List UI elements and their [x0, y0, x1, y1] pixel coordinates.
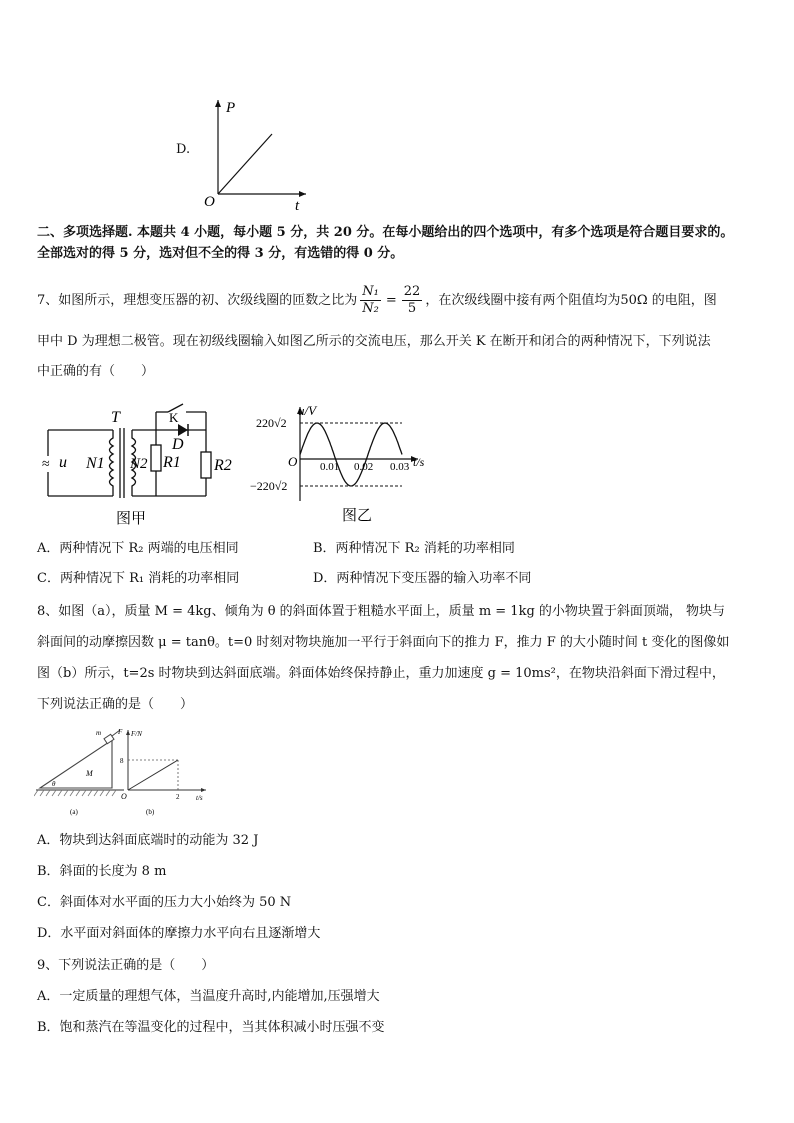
fig-b-caption: (b)	[146, 808, 155, 816]
q7-intro: 7、如图所示，理想变压器的初、次级线圈的匝数之比为	[37, 292, 358, 308]
t-label: T	[111, 409, 120, 426]
r1-resistor	[151, 445, 161, 471]
q7-option-b[interactable]: B．两种情况下 R₂ 消耗的功率相同	[313, 541, 515, 556]
diode-icon	[178, 424, 188, 436]
wave-xlabel: t/s	[413, 455, 425, 469]
q8-line1: 8、如图（a），质量 M = 4kg、倾角为 θ 的斜面体置于粗糙水平面上，质量 m = 1kg 的小物块置于斜面顶端， 物块与	[37, 604, 726, 619]
q7-option-c[interactable]: C．两种情况下 R₁ 消耗的功率相同	[37, 571, 240, 586]
q8-line2: 斜面间的动摩擦因数 μ = tanθ。t=0 时刻对物块施加一平行于斜面向下的推力 F，推力 F 的大小随时间 t 变化的图像如	[37, 635, 730, 650]
r1-label: R1	[163, 454, 181, 471]
t-axis-label: t	[295, 198, 300, 214]
q8-option-a[interactable]: A．物块到达斜面底端时的动能为 32 J	[37, 833, 259, 848]
incline-block	[40, 740, 112, 788]
q8-option-b[interactable]: B．斜面的长度为 8 m	[37, 864, 167, 879]
q8-line4: 下列说法正确的是（ ）	[37, 697, 194, 712]
fig-a-caption: (a)	[70, 808, 78, 816]
q9-stem: 9、下列说法正确的是（ ）	[37, 958, 215, 973]
circuit-caption: 图甲	[116, 511, 147, 527]
q9-option-b[interactable]: B．饱和蒸汽在等温变化的过程中，当其体积减小时压强不变	[37, 1020, 385, 1035]
fb-origin: O	[121, 792, 127, 801]
n2-label: N2	[130, 456, 148, 472]
q9-option-a[interactable]: A．一定质量的理想气体，当温度升高时,内能增加,压强增大	[37, 989, 380, 1004]
t-axis-arrow	[299, 191, 306, 197]
wave-ylabel: u/V	[298, 403, 317, 418]
section2-line2: 全部选对的得 5 分，选对但不全的得 3 分，有选错的得 0 分。	[37, 246, 404, 261]
wave-ymin-label: −220√2	[250, 479, 288, 493]
sine-wave	[300, 423, 402, 486]
q7-line3: 中正确的有（ ）	[37, 364, 155, 379]
primary-coil	[110, 430, 114, 496]
q7-option-d[interactable]: D．两种情况下变压器的输入功率不同	[313, 571, 532, 586]
q7-line1: 7、如图所示，理想变压器的初、次级线圈的匝数之比为 $\frac{\text{N₁}}{\text{N₂}}$ = $\frac{22}{5}$ ，在次级线圈中接有两个阻值均为50Ω 的电阻，图	[37, 284, 717, 316]
q8-option-d[interactable]: D．水平面对斜面体的摩擦力水平向右且逐渐增大	[37, 926, 321, 941]
force-time-graph	[114, 726, 210, 818]
m-label: m	[96, 729, 102, 737]
n1-label: N1	[86, 455, 105, 472]
wave-ymax-label: 220√2	[256, 416, 287, 430]
q7-line2: 甲中 D 为理想二极管。现在初级线圈输入如图乙所示的交流电压，那么开关 K 在断开和闭合的两种情况下，下列说法	[37, 334, 711, 349]
section2-line1: 二、多项选择题. 本题共 4 小题，每小题 5 分，共 20 分。在每小题给出的四个选项中，有多个选项是符合题目要求的。	[37, 225, 734, 240]
origin-label: O	[204, 194, 215, 210]
circuit-diagram	[38, 400, 238, 530]
source-u-label: u	[59, 454, 67, 471]
voltage-wave-graph	[250, 403, 430, 528]
incline-figure	[34, 726, 126, 818]
fb-xtick: 2	[176, 793, 180, 801]
p-t-graph	[198, 96, 310, 214]
fb-force-line	[128, 760, 178, 790]
p-line	[218, 134, 272, 194]
f-label: F	[118, 728, 123, 736]
fb-xlabel: t/s	[196, 794, 203, 802]
k-label: K	[169, 410, 179, 425]
ac-source-icon: ≈	[42, 457, 50, 472]
fb-ytick: 8	[120, 757, 124, 765]
fb-ylabel: F/N	[131, 730, 142, 738]
q7-ratio-left: $\frac{\text{N₁}}{\text{N₂}}$	[362, 284, 379, 316]
wave-origin: O	[288, 454, 298, 469]
r2-resistor	[201, 452, 211, 478]
q8-option-c[interactable]: C．斜面体对水平面的压力大小始终为 50 N	[37, 895, 292, 910]
wave-tick-3: 0.03	[390, 461, 410, 473]
option-d-label: D.	[176, 142, 191, 157]
q8-line3: 图（b）所示，t=2s 时物块到达斜面底端。斜面体始终保持静止，重力加速度 g = 10ms²，在物块沿斜面下滑过程中，	[37, 666, 725, 681]
d-label: D	[172, 436, 184, 453]
q7-option-a[interactable]: A．两种情况下 R₂ 两端的电压相同	[37, 541, 239, 556]
p-axis-label: P	[226, 100, 236, 116]
wave-caption: 图乙	[342, 508, 373, 524]
wave-tick-2: 0.02	[354, 461, 374, 473]
p-axis-arrow	[215, 100, 221, 107]
theta-label: θ	[52, 780, 56, 788]
q7-ratio-right: $\frac{22}{5}$	[403, 284, 421, 316]
big-m-label: M	[86, 769, 93, 778]
r2-label: R2	[214, 457, 232, 474]
wave-tick-1: 0.01	[320, 461, 340, 473]
q7-intro-tail: ，在次级线圈中接有两个阻值均为50Ω 的电阻，图	[425, 292, 717, 308]
